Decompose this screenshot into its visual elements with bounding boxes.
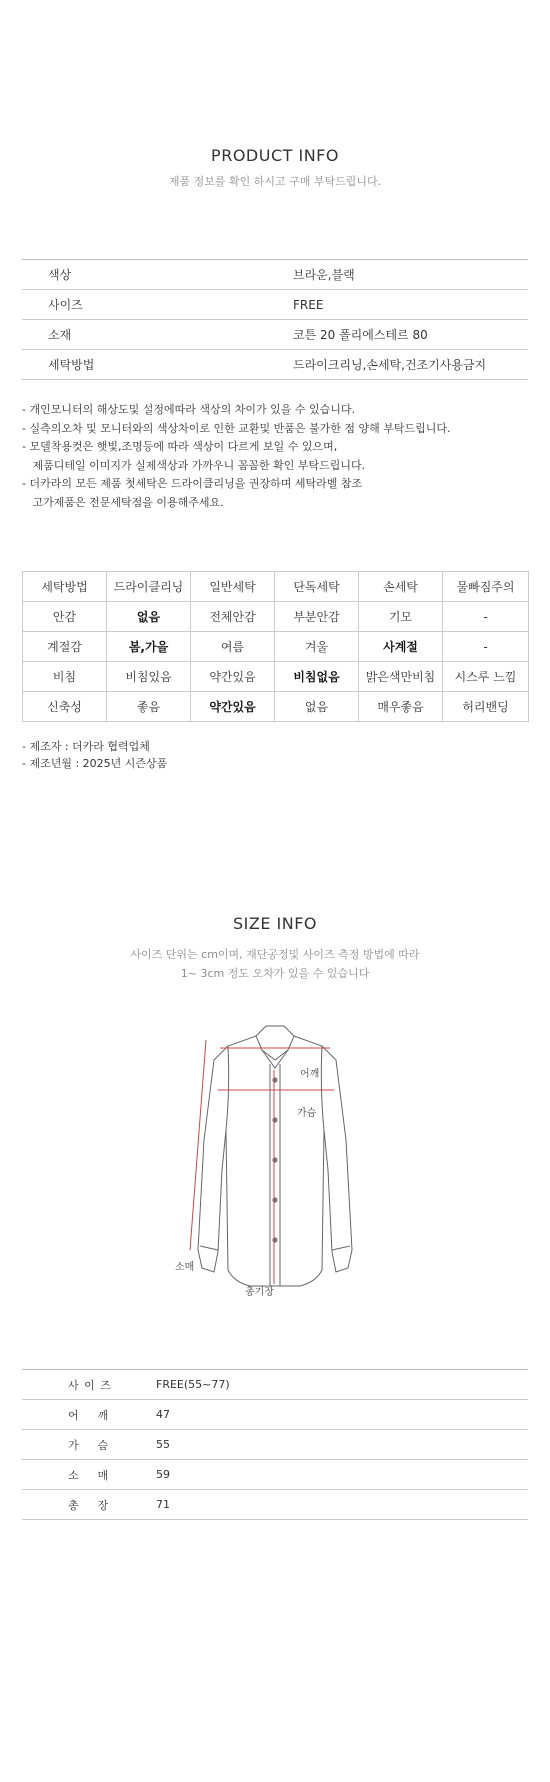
grid-cell: - bbox=[443, 602, 529, 632]
size-label: 어 깨 bbox=[68, 1408, 110, 1422]
table-row bbox=[22, 1460, 528, 1490]
grid-cell: 겨울 bbox=[275, 632, 359, 662]
chest-label: 가슴 bbox=[297, 1108, 317, 1119]
size-label: 총 장 bbox=[68, 1498, 110, 1512]
grid-cell: 없음 bbox=[275, 692, 359, 722]
size-value: 55 bbox=[156, 1438, 170, 1451]
grid-cell: - bbox=[443, 632, 529, 662]
grid-cell: 기모 bbox=[359, 602, 443, 632]
row-value: 브라운,블랙 bbox=[293, 268, 355, 282]
grid-cell: 약간있음 bbox=[191, 662, 275, 692]
grid-cell: 밝은색만비침 bbox=[359, 662, 443, 692]
row-label: 색상 bbox=[48, 268, 72, 282]
table-row bbox=[22, 1430, 528, 1460]
note-line: - 실측의오차 및 모니터와의 색상차이로 인한 교환및 반품은 불가한 점 양해 부탁드립니다. bbox=[22, 421, 451, 435]
product-info-table bbox=[22, 259, 528, 380]
grid-cell: 단독세탁 bbox=[275, 572, 359, 602]
size-value: FREE(55~77) bbox=[156, 1378, 230, 1391]
grid-cell: 세탁방법 bbox=[23, 572, 107, 602]
grid-cell: 부분안감 bbox=[275, 602, 359, 632]
manufacture-date: - 제조년월 : 2025년 시즌상품 bbox=[22, 757, 168, 770]
grid-cell: 계절감 bbox=[23, 632, 107, 662]
grid-cell-selected: 없음 bbox=[107, 602, 191, 632]
grid-cell: 비침 bbox=[23, 662, 107, 692]
grid-row bbox=[23, 692, 529, 722]
product-notes bbox=[22, 401, 528, 512]
note-line: - 개인모니터의 해상도및 설정에따라 색상의 차이가 있을 수 있습니다. bbox=[22, 403, 355, 416]
grid-cell: 전체안감 bbox=[191, 602, 275, 632]
grid-cell-selected: 약간있음 bbox=[191, 692, 275, 722]
grid-cell: 손세탁 bbox=[359, 572, 443, 602]
size-info-title: SIZE INFO bbox=[232, 914, 317, 933]
table-row bbox=[22, 1490, 528, 1520]
shirt-buttons bbox=[272, 1077, 277, 1242]
shoulder-label: 어깨 bbox=[300, 1069, 320, 1080]
note-line: 제품디테일 이미지가 실제색상과 가까우니 꼼꼼한 확인 부탁드립니다. bbox=[22, 458, 366, 472]
grid-cell: 허리밴딩 bbox=[443, 692, 529, 722]
grid-row bbox=[23, 602, 529, 632]
table-row bbox=[22, 260, 528, 290]
note-line: 고가제품은 전문세탁점을 이용해주세요. bbox=[22, 495, 224, 509]
table-row bbox=[22, 290, 528, 320]
grid-cell: 매우좋음 bbox=[359, 692, 443, 722]
grid-cell-selected: 사계절 bbox=[359, 632, 443, 662]
manufacturer-info bbox=[22, 738, 167, 772]
button-dot bbox=[272, 1117, 277, 1122]
table-row bbox=[22, 1370, 528, 1400]
grid-cell: 여름 bbox=[191, 632, 275, 662]
shirt-measurement-diagram bbox=[170, 1020, 380, 1298]
size-label: 소 매 bbox=[68, 1468, 110, 1482]
grid-cell-selected: 비침없음 bbox=[275, 662, 359, 692]
grid-cell: 비침있음 bbox=[107, 662, 191, 692]
size-info-subtitle-1: 사이즈 단위는 cm이며, 재단공정및 사이즈 측정 방법에 따라 bbox=[130, 948, 420, 961]
manufacturer: - 제조자 : 더카라 협력업체 bbox=[22, 740, 150, 753]
note-line: - 모델착용컷은 햇빛,조명등에 따라 색상이 다르게 보일 수 있으며, bbox=[22, 440, 338, 453]
row-label: 소재 bbox=[48, 328, 72, 342]
fabric-info-grid bbox=[22, 571, 529, 722]
size-value: 47 bbox=[156, 1408, 170, 1421]
row-label: 세탁방법 bbox=[48, 358, 95, 372]
row-value: 코튼 20 폴리에스테르 80 bbox=[293, 328, 428, 342]
shirt-sketch bbox=[198, 1026, 352, 1286]
product-info-title: PRODUCT INFO bbox=[211, 146, 339, 165]
grid-cell-selected: 봄,가을 bbox=[107, 632, 191, 662]
grid-cell: 좋음 bbox=[107, 692, 191, 722]
grid-cell: 신축성 bbox=[23, 692, 107, 722]
row-value: FREE bbox=[293, 297, 324, 312]
grid-row bbox=[23, 632, 529, 662]
grid-header-row bbox=[23, 572, 529, 602]
grid-cell: 일반세탁 bbox=[191, 572, 275, 602]
size-label: 사 이 즈 bbox=[68, 1378, 112, 1392]
sleeve-label: 소매 bbox=[175, 1262, 195, 1273]
button-dot bbox=[272, 1237, 277, 1242]
table-row bbox=[22, 350, 528, 380]
note-line: - 더카라의 모든 제품 첫세탁은 드라이클리닝을 권장하며 세탁라벨 참조 bbox=[22, 477, 363, 490]
grid-cell: 드라이클리닝 bbox=[107, 572, 191, 602]
button-dot bbox=[272, 1077, 277, 1082]
length-label: 총기장 bbox=[245, 1287, 274, 1298]
size-value: 59 bbox=[156, 1468, 170, 1481]
grid-row bbox=[23, 662, 529, 692]
size-value: 71 bbox=[156, 1498, 170, 1511]
table-row bbox=[22, 320, 528, 350]
button-dot bbox=[272, 1157, 277, 1162]
size-info-subtitle-2: 1~ 3cm 정도 오차가 있을 수 있습니다 bbox=[180, 967, 370, 980]
row-label: 사이즈 bbox=[48, 298, 83, 312]
row-value: 드라이크리닝,손세탁,건조기사용금지 bbox=[293, 358, 487, 372]
grid-cell: 물빠짐주의 bbox=[443, 572, 529, 602]
product-info-subtitle: 제품 정보를 확인 하시고 구매 부탁드립니다. bbox=[168, 175, 382, 188]
size-table bbox=[22, 1369, 528, 1520]
grid-cell: 안감 bbox=[23, 602, 107, 632]
table-row bbox=[22, 1400, 528, 1430]
grid-cell: 시스루 느낌 bbox=[443, 662, 529, 692]
size-label: 가 슴 bbox=[68, 1438, 110, 1452]
button-dot bbox=[272, 1197, 277, 1202]
